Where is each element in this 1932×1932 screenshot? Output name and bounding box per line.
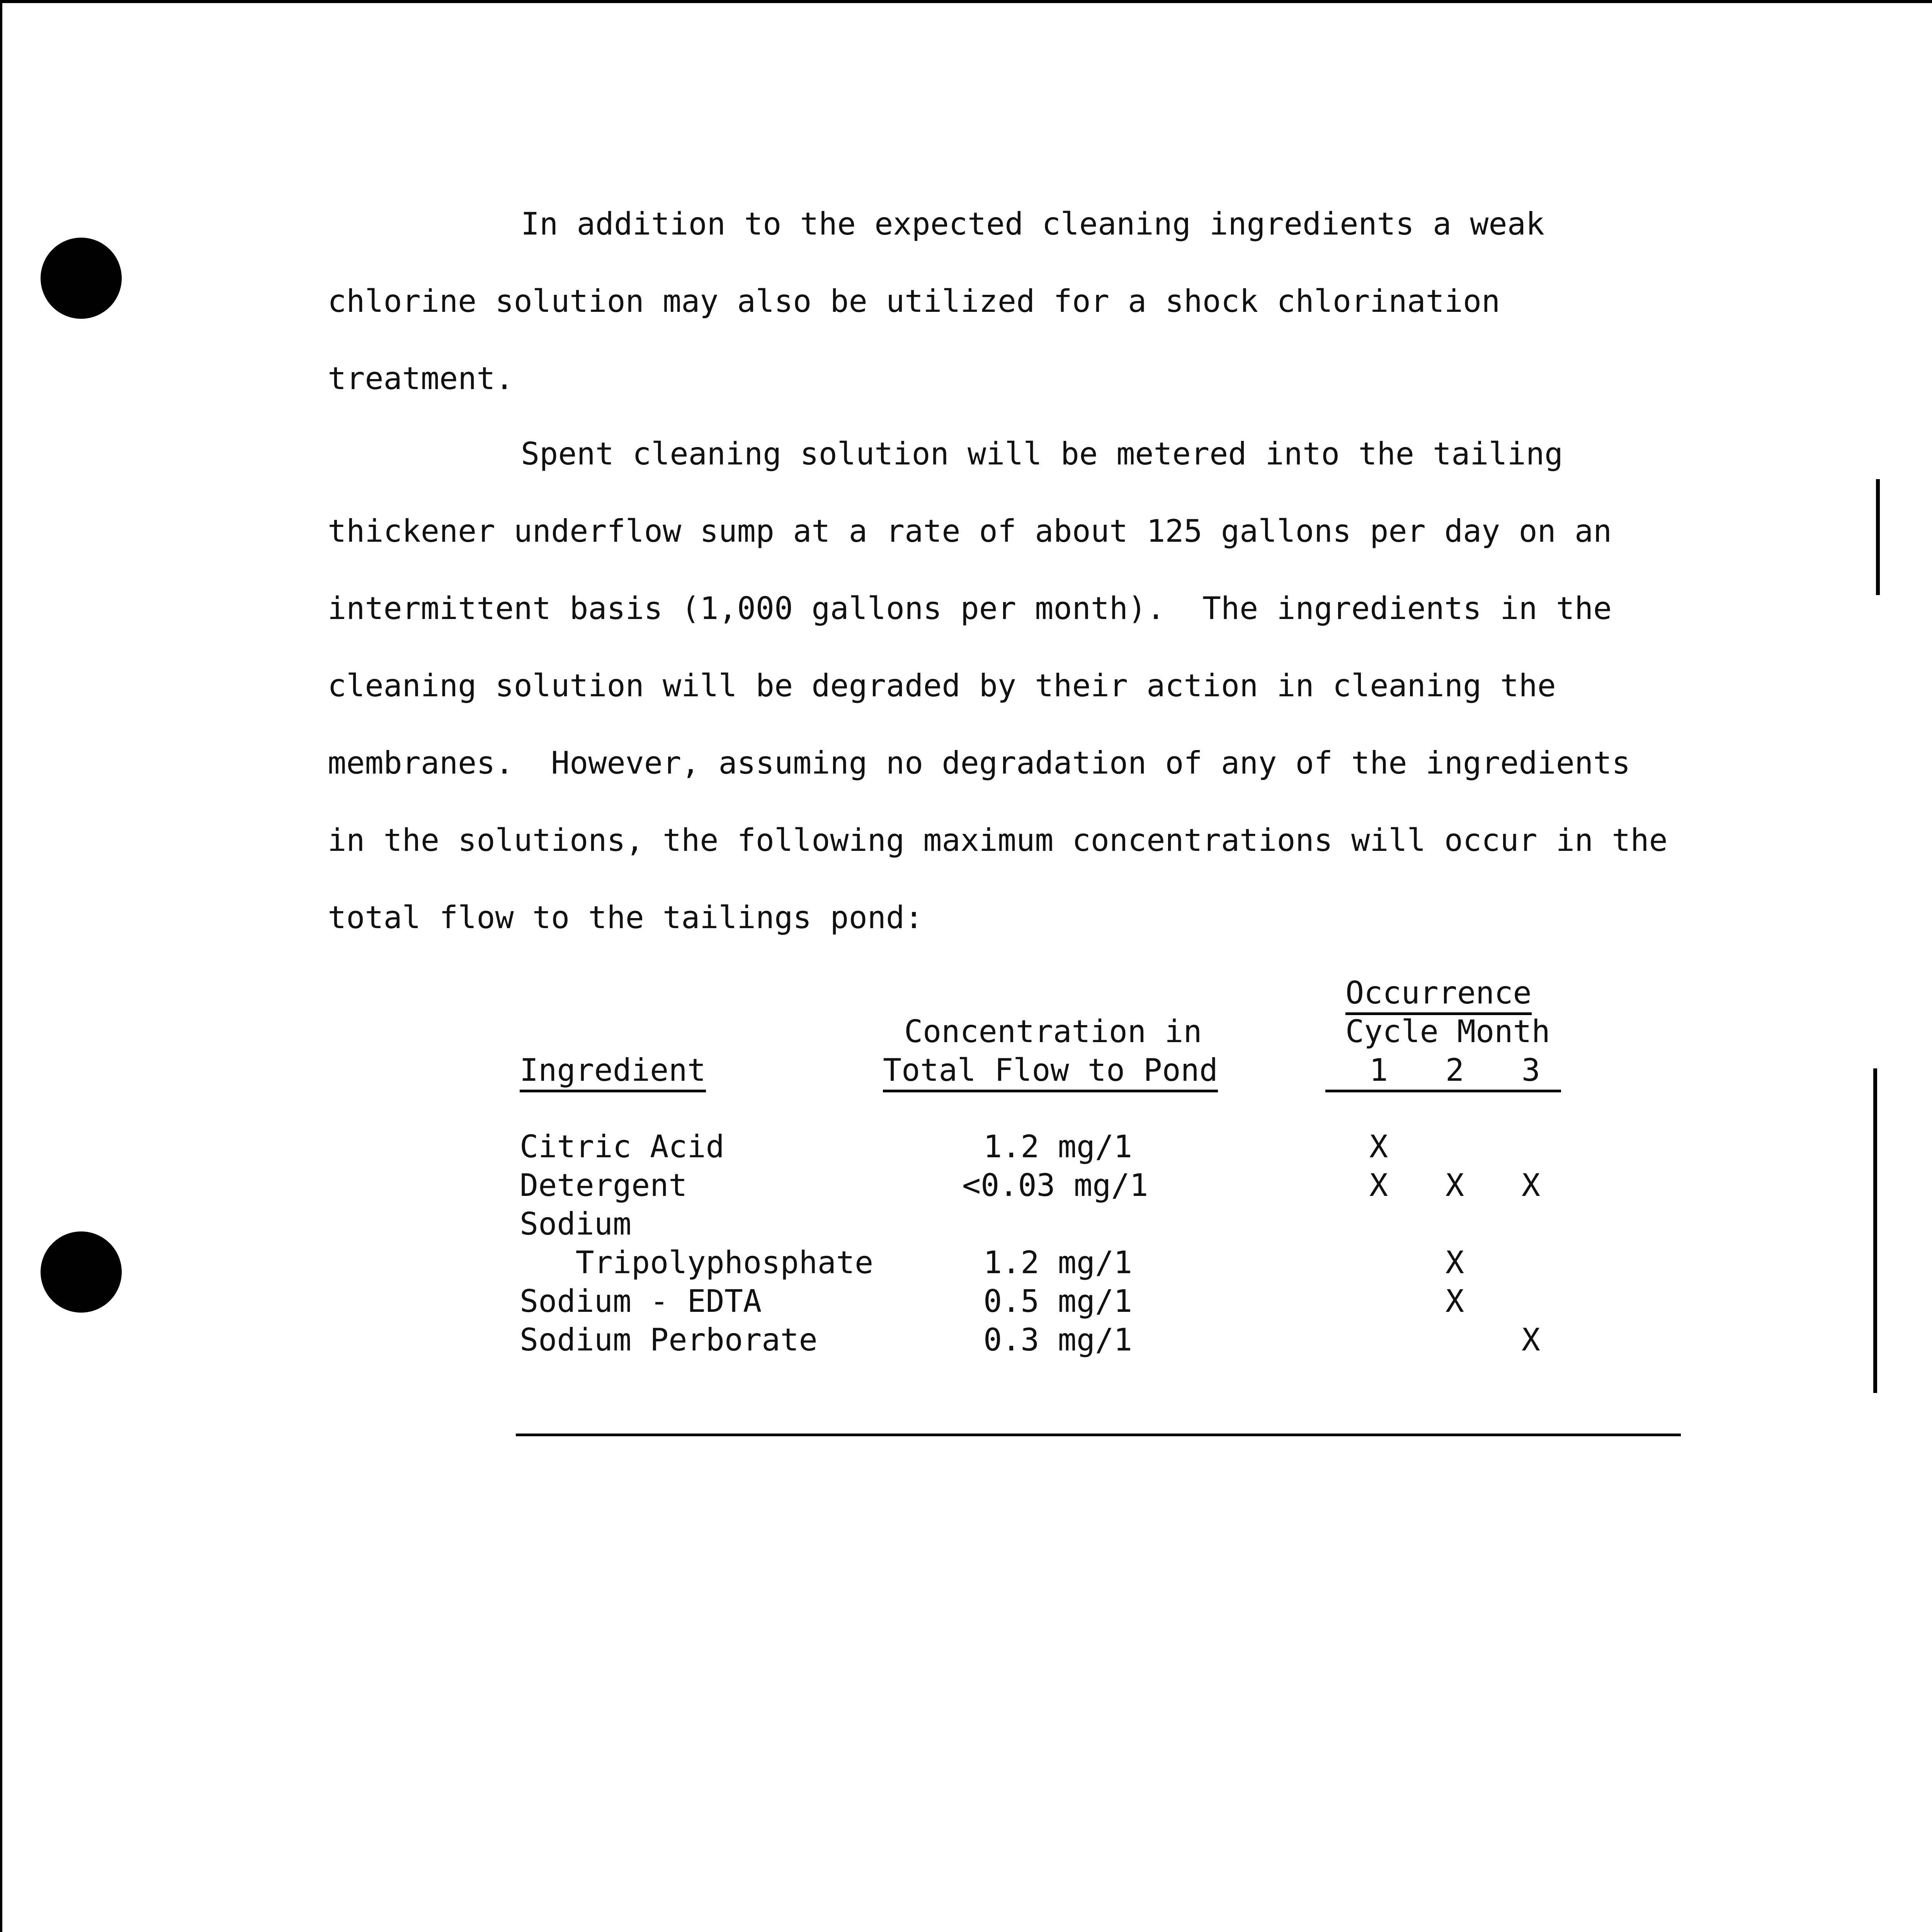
- table-row: [0, 1128, 1932, 1166]
- concentration-cell: 1.2 mg/1: [983, 1245, 1133, 1281]
- concentration-cell: 1.2 mg/1: [983, 1129, 1133, 1165]
- cycle-month-header: Cycle Month: [1345, 1014, 1550, 1049]
- table-row: [0, 1205, 1932, 1243]
- month-2-mark: X: [1445, 1167, 1464, 1203]
- month-3-mark: X: [1521, 1167, 1541, 1203]
- concentration-header-line1: Concentration in: [904, 1014, 1202, 1049]
- month-2-mark: X: [1445, 1245, 1464, 1281]
- ingredient-cell: Sodium Perborate: [520, 1322, 818, 1358]
- month-3-header: 3: [1521, 1052, 1541, 1088]
- occurrence-header: Occurrence: [1345, 974, 1532, 1015]
- month-1-mark: X: [1369, 1167, 1388, 1203]
- binder-hole-top: [41, 238, 122, 319]
- ingredient-cell: Sodium - EDTA: [520, 1283, 762, 1319]
- paragraph-line: intermittent basis (1,000 gallons per month). The ingredients in the: [328, 590, 1612, 626]
- concentration-cell: 0.5 mg/1: [983, 1283, 1133, 1319]
- paragraph-chlorine: [328, 185, 1757, 417]
- ingredient-cell: Tripolyphosphate: [520, 1245, 874, 1281]
- paragraph-line: treatment.: [328, 361, 514, 396]
- month-2-mark: X: [1445, 1283, 1464, 1319]
- change-bar-paragraph: [1876, 479, 1880, 595]
- month-1-mark: X: [1369, 1129, 1388, 1165]
- ingredient-cell: Citric Acid: [520, 1129, 724, 1165]
- concentration-header-line2: Total Flow to Pond: [883, 1051, 1218, 1092]
- paragraph-spent-solution: [328, 415, 1757, 956]
- table-bottom-rule: [516, 1434, 1681, 1436]
- ingredient-header: Ingredient: [520, 1051, 706, 1092]
- table-row: [0, 1321, 1932, 1359]
- ingredient-cell: Detergent: [520, 1167, 687, 1203]
- paragraph-line: total flow to the tailings pond:: [328, 900, 923, 935]
- paragraph-line: membranes. However, assuming no degradation of any of the ingredients: [328, 745, 1631, 781]
- paragraph-line: In addition to the expected cleaning ingredients a weak: [521, 206, 1545, 242]
- paragraph-line: thickener underflow sump at a rate of about 125 gallons per day on an: [328, 513, 1612, 549]
- paragraph-line: chlorine solution may also be utilized for a shock chlorination: [328, 283, 1500, 319]
- month-columns-header: [1325, 1051, 1561, 1092]
- month-3-mark: X: [1521, 1322, 1541, 1358]
- table-row: [0, 1243, 1932, 1282]
- month-2-header: 2: [1445, 1052, 1464, 1088]
- paragraph-line: Spent cleaning solution will be metered into the tailing: [521, 436, 1563, 472]
- concentration-cell: 0.3 mg/1: [983, 1322, 1133, 1358]
- month-1-header: 1: [1369, 1052, 1388, 1088]
- ingredient-cell: Sodium: [520, 1206, 631, 1242]
- paragraph-line: in the solutions, the following maximum concentrations will occur in the: [328, 822, 1668, 858]
- table-row: [0, 1166, 1932, 1205]
- paragraph-line: cleaning solution will be degraded by their action in cleaning the: [328, 668, 1556, 704]
- table-row: [0, 1282, 1932, 1321]
- concentration-cell: <0.03 mg/1: [962, 1167, 1148, 1203]
